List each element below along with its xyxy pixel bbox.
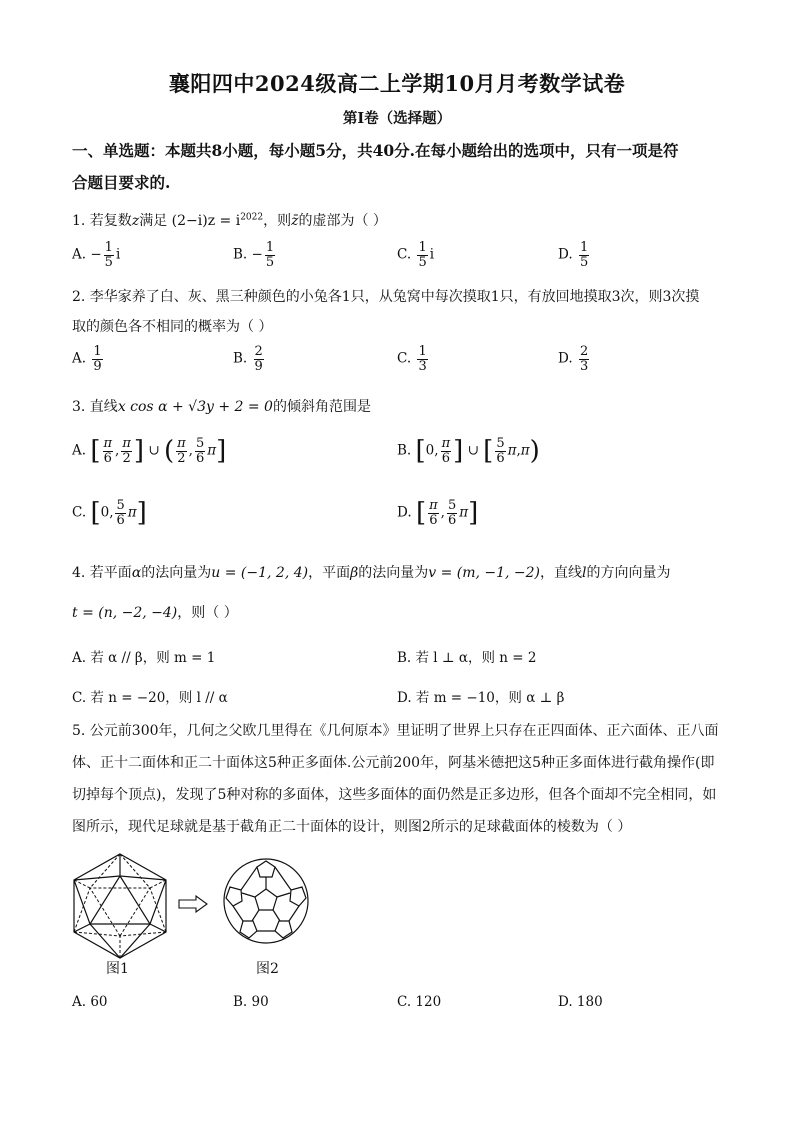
sign: − bbox=[251, 246, 263, 263]
q4-option-c[interactable]: C. 若 n = −20，则 l // α bbox=[72, 690, 228, 706]
q4-mid5: 的方向向量为 bbox=[586, 565, 671, 581]
q4-mid3: 的法向量为 bbox=[358, 565, 429, 581]
fraction bbox=[447, 499, 457, 527]
question-2-line1: 2. 李华家养了白、灰、黑三种颜色的小兔各1只，从兔窝中每次摸取1只，有放回地摸取3次，则3次摸 bbox=[72, 289, 700, 305]
left-paren: ( bbox=[163, 436, 175, 466]
q4-alpha: α bbox=[131, 565, 142, 581]
right-bracket: ] bbox=[468, 498, 479, 528]
exam-title: 襄阳四中2024级高二上学期10月月考数学试卷 bbox=[168, 71, 626, 96]
q5-option-c[interactable]: C. 120 bbox=[397, 994, 442, 1010]
q5-option-a[interactable]: A. 60 bbox=[72, 994, 108, 1010]
denominator: 5 bbox=[579, 254, 589, 270]
fraction bbox=[417, 241, 427, 269]
pi: π bbox=[207, 442, 217, 459]
numerator: 1 bbox=[418, 240, 427, 255]
q1-option-c[interactable] bbox=[397, 241, 434, 269]
q4-vector-v: v = (m, −1, −2) bbox=[428, 565, 541, 581]
numerator: π bbox=[441, 435, 451, 451]
denominator: 6 bbox=[447, 512, 457, 528]
question-5-line1: 5. 公元前300年，几何之父欧几里得在《几何原本》里证明了世界上只存在正四面体、正六面体、正八面 bbox=[72, 723, 719, 739]
comma: , bbox=[440, 504, 445, 521]
numerator: 5 bbox=[116, 497, 125, 513]
denominator: 5 bbox=[104, 254, 113, 270]
numerator: 1 bbox=[265, 240, 275, 255]
imaginary-unit: i bbox=[429, 246, 435, 263]
option-label: D. bbox=[397, 504, 412, 521]
option-label: C. bbox=[72, 504, 87, 521]
numerator: 2 bbox=[254, 344, 263, 359]
q4-line-l: l bbox=[582, 565, 587, 581]
pi: π bbox=[507, 442, 517, 459]
numerator: 5 bbox=[447, 497, 457, 513]
figure-2-caption: 图2 bbox=[256, 961, 279, 977]
q4-tail: ，则（ ） bbox=[177, 605, 238, 621]
numerator: π bbox=[103, 435, 113, 451]
q1-exponent: 2022 bbox=[240, 212, 264, 223]
fraction bbox=[417, 345, 427, 373]
sign: − bbox=[90, 246, 102, 263]
fraction bbox=[115, 499, 125, 527]
q4-vector-u: u = (−1, 2, 4) bbox=[211, 565, 309, 581]
denominator: 3 bbox=[579, 358, 589, 374]
numerator: 5 bbox=[496, 435, 505, 451]
comma: , bbox=[434, 442, 439, 459]
fraction bbox=[495, 437, 505, 465]
comma: , bbox=[188, 442, 193, 459]
denominator: 2 bbox=[177, 450, 186, 466]
q3-option-d[interactable] bbox=[397, 498, 478, 528]
q3-post: 的倾斜角范围是 bbox=[272, 399, 371, 415]
q5-option-d[interactable]: D. 180 bbox=[558, 994, 603, 1010]
right-bracket: ] bbox=[133, 436, 145, 466]
q1-option-b[interactable] bbox=[233, 241, 277, 269]
denominator: 6 bbox=[441, 450, 450, 466]
fraction bbox=[195, 437, 205, 465]
numerator: 2 bbox=[579, 344, 589, 359]
option-label: D. bbox=[558, 350, 573, 367]
question-5-line4: 图所示，现代足球就是基于截角正二十面体的设计，则图2所示的足球截面体的棱数为（ ） bbox=[72, 819, 632, 835]
q3-option-a[interactable] bbox=[72, 436, 226, 466]
q4-pre: 4. 若平面 bbox=[72, 565, 132, 581]
option-label: C. bbox=[397, 246, 412, 263]
left-bracket: [ bbox=[90, 498, 101, 528]
q1-equation bbox=[172, 213, 263, 229]
q1-zbar: z̄ bbox=[291, 213, 299, 229]
right-bracket: ] bbox=[216, 436, 227, 466]
denominator: 2 bbox=[122, 450, 131, 466]
left-bracket: [ bbox=[483, 436, 494, 466]
right-paren: ) bbox=[529, 436, 540, 466]
denominator: 5 bbox=[418, 254, 427, 270]
numerator: 1 bbox=[93, 344, 102, 359]
option-label: C. bbox=[397, 350, 412, 367]
fraction bbox=[428, 499, 439, 527]
fraction bbox=[579, 241, 589, 269]
q1-mid: 满足 bbox=[139, 213, 168, 229]
q4-option-a[interactable]: A. 若 α // β，则 m = 1 bbox=[72, 650, 216, 666]
left-bracket: [ bbox=[415, 498, 427, 528]
q1-z: z bbox=[131, 213, 140, 229]
exam-subtitle: 第Ⅰ卷（选择题） bbox=[342, 110, 452, 127]
q4-mid2: ，平面 bbox=[308, 565, 351, 581]
denominator: 6 bbox=[103, 450, 112, 466]
denominator: 6 bbox=[429, 512, 438, 528]
numerator: π bbox=[122, 435, 131, 451]
figure-1-caption: 图1 bbox=[106, 961, 129, 977]
denominator: 9 bbox=[254, 358, 263, 374]
q5-option-b[interactable]: B. 90 bbox=[233, 994, 269, 1010]
union-symbol: ∪ bbox=[467, 442, 479, 459]
q3-option-b[interactable] bbox=[397, 436, 540, 466]
icosahedron-figure bbox=[70, 852, 170, 960]
option-label: B. bbox=[233, 350, 248, 367]
q2-option-c[interactable] bbox=[397, 345, 430, 373]
q4-vector-t: t = (n, −2, −4) bbox=[72, 605, 178, 621]
option-label: B. bbox=[233, 246, 248, 263]
q1-option-a[interactable] bbox=[72, 241, 120, 269]
fraction bbox=[121, 437, 132, 465]
comma: , bbox=[516, 442, 521, 459]
arrow-icon bbox=[178, 895, 208, 913]
option-label: A. bbox=[72, 350, 87, 367]
q1-eq-text: (2−i)z = i bbox=[171, 213, 241, 229]
fraction bbox=[176, 437, 187, 465]
q4-option-b[interactable]: B. 若 l ⊥ α，则 n = 2 bbox=[397, 650, 537, 666]
q3-pre: 3. 直线 bbox=[72, 399, 118, 415]
fraction bbox=[265, 241, 275, 269]
option-label: A. bbox=[72, 246, 87, 263]
q4-beta: β bbox=[350, 565, 359, 581]
fraction bbox=[104, 241, 114, 269]
union-symbol: ∪ bbox=[148, 442, 160, 459]
question-3 bbox=[72, 396, 371, 416]
question-4-line1 bbox=[72, 562, 671, 582]
pi: π bbox=[520, 442, 530, 459]
question-5-line2: 体、正十二面体和正二十面体这5种正多面体.公元前200年，阿基米德把这5种正多面体进行截角操作(即 bbox=[72, 755, 715, 771]
denominator: 6 bbox=[496, 450, 505, 466]
question-5-line3: 切掉每个顶点)，发现了5种对称的多面体，这些多面体的面仍然是正多边形，但各个面却不完全相同，如 bbox=[72, 787, 717, 803]
q4-mid1: 的法向量为 bbox=[141, 565, 212, 581]
q1-post: ，则 bbox=[263, 213, 292, 229]
q4-mid4: ，直线 bbox=[540, 565, 583, 581]
q4-option-d[interactable]: D. 若 m = −10，则 α ⊥ β bbox=[397, 690, 565, 706]
numerator: π bbox=[177, 435, 186, 451]
pi: π bbox=[127, 504, 137, 521]
comma: , bbox=[109, 504, 114, 521]
option-label: A. bbox=[72, 442, 87, 459]
q1-tail: 的虚部为（ ） bbox=[298, 213, 387, 229]
q2-option-b[interactable] bbox=[233, 345, 266, 373]
fraction bbox=[441, 437, 452, 465]
q2-option-d[interactable] bbox=[558, 345, 591, 373]
left-bracket: [ bbox=[415, 436, 426, 466]
question-2-line2: 取的颜色各不相同的概率为（ ） bbox=[72, 319, 273, 335]
zero: 0 bbox=[425, 442, 435, 459]
q3-option-c[interactable] bbox=[72, 498, 147, 528]
soccer-ball-figure bbox=[222, 857, 310, 945]
denominator: 3 bbox=[418, 358, 427, 374]
question-1 bbox=[72, 210, 387, 230]
pi: π bbox=[459, 504, 469, 521]
fraction bbox=[579, 345, 589, 373]
q3-equation: x cos α + √3y + 2 = 0 bbox=[117, 399, 273, 415]
denominator: 9 bbox=[93, 358, 102, 374]
comma: , bbox=[115, 442, 120, 459]
fraction bbox=[103, 437, 114, 465]
right-bracket: ] bbox=[136, 498, 147, 528]
denominator: 5 bbox=[265, 254, 275, 270]
denominator: 6 bbox=[116, 512, 125, 528]
right-bracket: ] bbox=[453, 436, 464, 466]
fraction bbox=[92, 345, 102, 373]
denominator: 6 bbox=[195, 450, 205, 466]
section-heading-line1: 一、单选题：本题共8小题，每小题5分，共40分.在每小题给出的选项中，只有一项是符 bbox=[72, 141, 679, 160]
q1-option-d[interactable] bbox=[558, 241, 591, 269]
numerator: 1 bbox=[104, 240, 113, 255]
numerator: 1 bbox=[418, 344, 427, 359]
left-bracket: [ bbox=[90, 436, 101, 466]
option-label: B. bbox=[397, 442, 412, 459]
numerator: 1 bbox=[579, 240, 589, 255]
q1-pre: 1. 若复数 bbox=[72, 213, 132, 229]
question-4-line2 bbox=[72, 602, 238, 622]
zero: 0 bbox=[100, 504, 110, 521]
imaginary-unit: i bbox=[115, 246, 121, 263]
option-label: D. bbox=[558, 246, 573, 263]
numerator: π bbox=[429, 497, 438, 513]
fraction bbox=[254, 345, 264, 373]
q2-option-a[interactable] bbox=[72, 345, 105, 373]
section-heading-line2: 合题目要求的. bbox=[72, 173, 171, 192]
numerator: 5 bbox=[195, 435, 205, 451]
